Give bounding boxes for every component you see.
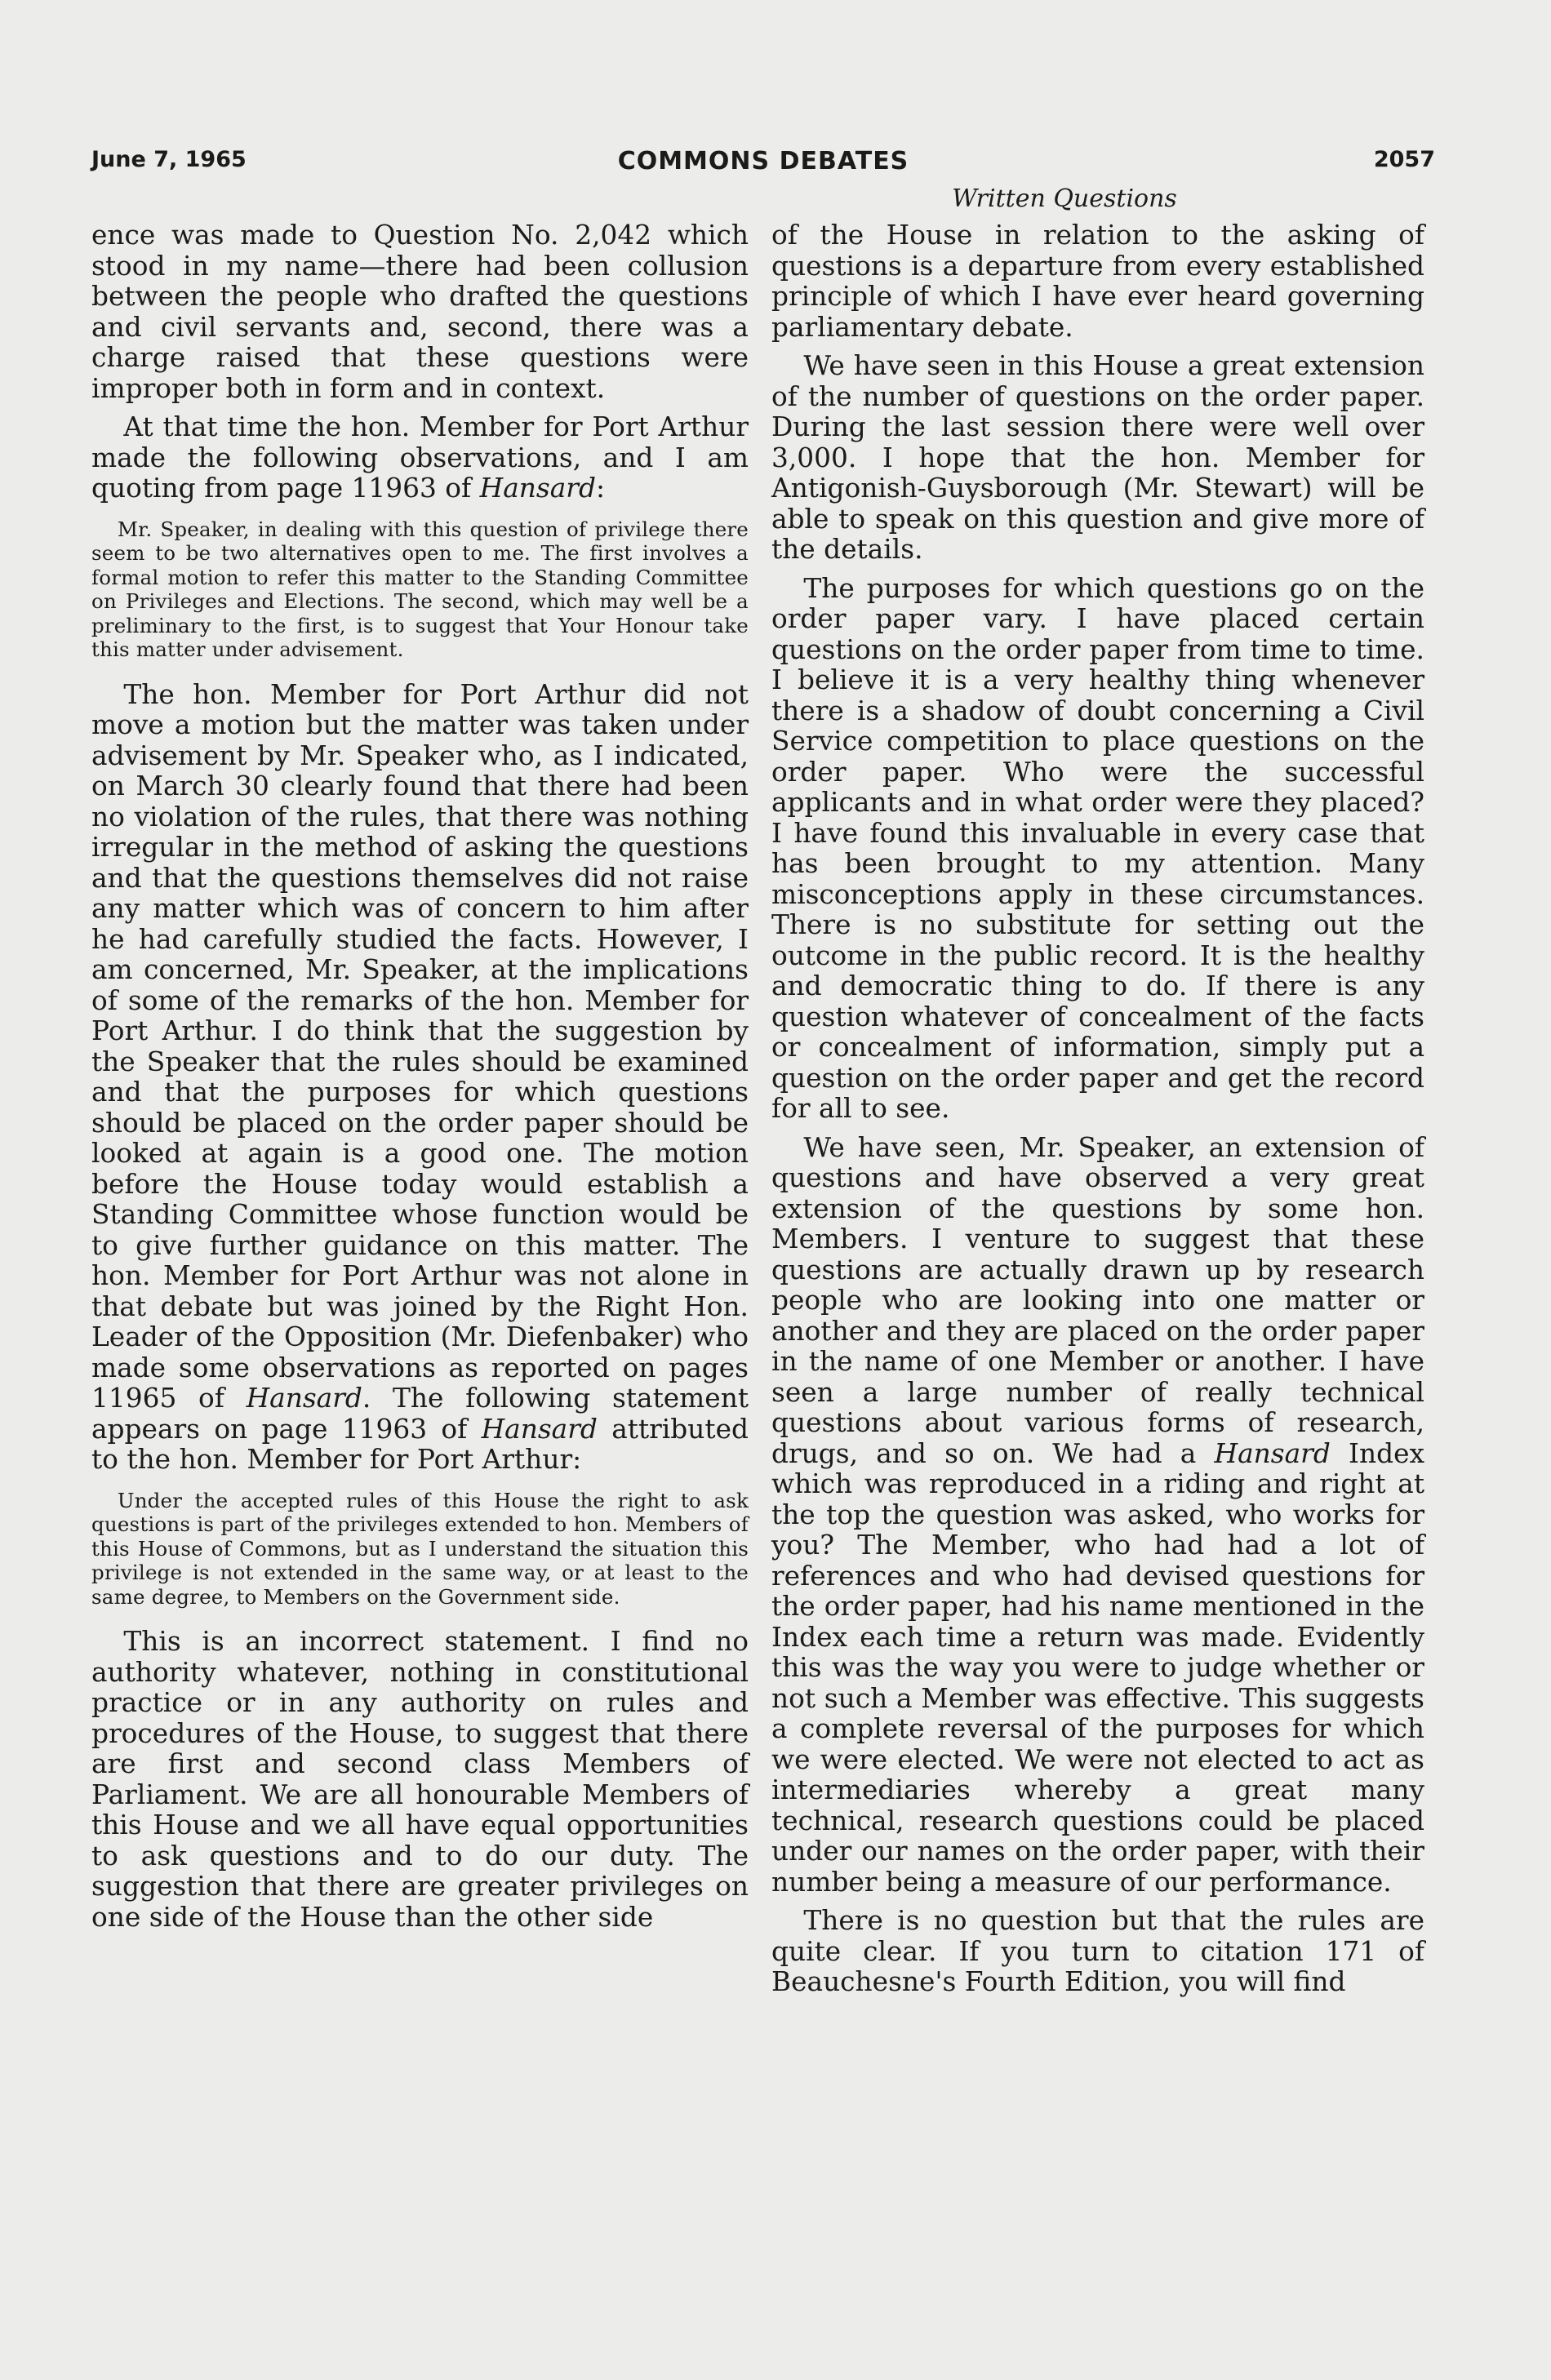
right-paragraph-2: We have seen in this House a great extension of the number of questions on the order paper. During the last session there were well over 3,000. I hope that the hon. Member for Antigonish-Guysborough (Mr. Stewart) will be able to speak on this question and give more of the details.: [771, 350, 1424, 565]
right-paragraph-3: The purposes for which questions go on the order paper vary. I have placed certain questions on the order paper from time to time. I believe it is a very healthy thing whenever there is a shadow of doubt concerning a Civil Service competition to place questions on the order paper. Who were the successful applicants and in what order were they placed? I have found this invaluable in every case that has been brought to my attention. Many misconceptions apply in these circumstances. There is no substitute for setting out the outcome in the public record. It is the healthy and democratic thing to do. If there is any question whatever of concealment of the facts or concealment of information, simply put a question on the order paper and get the record for all to see.: [771, 572, 1424, 1124]
left-block-quote-1: Mr. Speaker, in dealing with this question of privilege there seem to be two alternatives open to me. The first involves a formal motion to refer this matter to the Standing Committee on Privileges and Elections. The second, which may well be a preliminary to the first, is to suggest that Your Honour take this matter under advisement.: [91, 517, 749, 661]
right-column: [771, 220, 1424, 1998]
issue-date: June 7, 1965: [91, 147, 247, 172]
left-paragraph-3: The hon. Member for Port Arthur did not move a motion but the matter was taken under advisement by Mr. Speaker who, as I indicated, on March 30 clearly found that there had been no violation of the rules, that there was nothing irregular in the method of asking the questions and that the questions themselves did not raise any matter which was of concern to him after he had carefully studied the facts. However, I am concerned, Mr. Speaker, at the implications of some of the remarks of the hon. Member for Port Arthur. I do think that the suggestion by the Speaker that the rules should be examined and that the purposes for which questions should be placed on the order paper should be looked at again is a good one. The motion before the House today would establish a Standing Committee whose function would be to give further guidance on this matter. The hon. Member for Port Arthur was not alone in that debate but was joined by the Right Hon. Leader of the Opposition (Mr. Diefenbaker) who made some observations as reported on pages 11965 of Hansard. The following statement appears on page 11963 of Hansard attributed to the hon. Member for Port Arthur:: [91, 678, 749, 1475]
section-heading: Written Questions: [952, 184, 1177, 213]
left-paragraph-4: This is an incorrect statement. I find no authority whatever, nothing in constitutional practice or in any authority on rules and procedures of the House, to suggest that there are first and second class Members of Parliament. We are all honourable Members of this House and we all have equal opportunities to ask questions and to do our duty. The suggestion that there are greater privileges on one side of the House than the other side: [91, 1626, 749, 1933]
left-block-quote-2: Under the accepted rules of this House the right to ask questions is part of the privileges extended to hon. Members of this House of Commons, but as I understand the situation this privilege is not extended in the same way, or at least to the same degree, to Members on the Government side.: [91, 1488, 749, 1609]
publication-title: COMMONS DEBATES: [617, 147, 909, 175]
right-paragraph-5: There is no question but that the rules are quite clear. If you turn to citation 171 of Beauchesne's Fourth Edition, you will find: [771, 1905, 1424, 1997]
page-number: 2057: [1373, 147, 1435, 172]
page-header: [91, 147, 1435, 188]
left-paragraph-2: At that time the hon. Member for Port Arthur made the following observations, and I am quoting from page 11963 of Hansard:: [91, 411, 749, 504]
right-paragraph-4: We have seen, Mr. Speaker, an extension of questions and have observed a very great extension of the questions by some hon. Members. I venture to suggest that these questions are actually drawn up by research people who are looking into one matter or another and they are placed on the order paper in the name of one Member or another. I have seen a large number of really technical questions about various forms of research, drugs, and so on. We had a Hansard Index which was reproduced in a riding and right at the top the question was asked, who works for you? The Member, who had had a lot of references and who had devised questions for the order paper, had his name mentioned in the Index each time a return was made. Evidently this was the way you were to judge whether or not such a Member was effective. This suggests a complete reversal of the purposes for which we were elected. We were not elected to act as intermediaries whereby a great many technical, research questions could be placed under our names on the order paper, with their number being a measure of our performance.: [771, 1131, 1424, 1898]
right-paragraph-1: of the House in relation to the asking of questions is a departure from every established principle of which I have ever heard governing parliamentary debate.: [771, 220, 1424, 343]
left-paragraph-1: ence was made to Question No. 2,042 which stood in my name—there had been collusion between the people who drafted the questions and civil servants and, second, there was a charge raised that these questions were improper both in form and in context.: [91, 220, 749, 404]
left-column: [91, 220, 749, 1933]
